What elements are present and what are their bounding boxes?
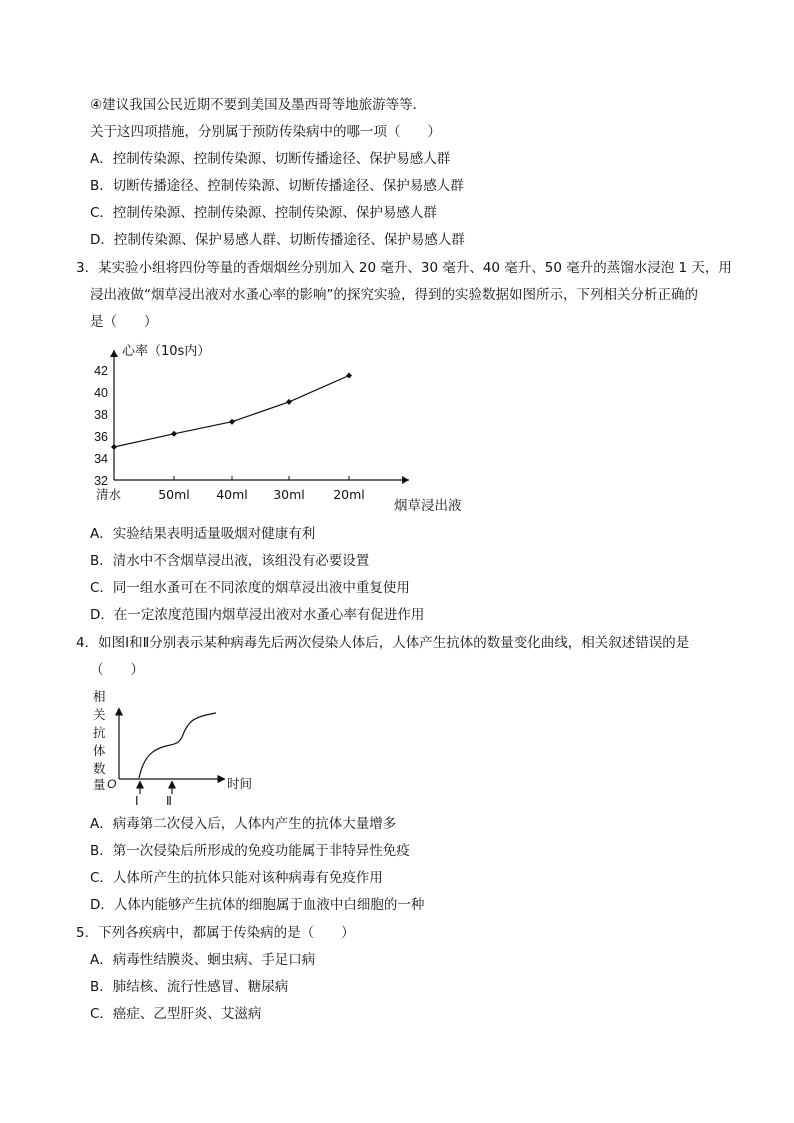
chart-data-point <box>171 431 177 437</box>
antibody-x-axis-label: 时间 <box>227 776 253 791</box>
q2-option-d: D．控制传染源、保护易感人群、切断传播途径、保护易感人群 <box>90 232 465 248</box>
chart-axes <box>110 350 409 484</box>
chart-x-axis-arrow <box>402 476 409 484</box>
marker-2-label: Ⅱ <box>166 794 172 808</box>
q4-option-b: B．第一次侵染后所形成的免疫功能属于非特异性免疫 <box>90 843 410 859</box>
q5-stem: 5．下列各疾病中，都属于传染病的是（ ） <box>76 925 355 941</box>
ylabel-char: 关 <box>93 707 106 722</box>
chart-data-point <box>346 373 352 379</box>
q4-option-d: D．人体内能够产生抗体的细胞属于血液中白细胞的一种 <box>90 897 425 913</box>
ylabel-char: 体 <box>93 743 106 758</box>
q3-stem-line-3: 是（ ） <box>90 314 158 330</box>
chart-y-tick-label: 36 <box>94 430 108 444</box>
chart-x-tick-label: 50ml <box>158 487 190 502</box>
origin-label: O <box>107 777 117 791</box>
chart-y-tick-label: 40 <box>94 386 108 400</box>
q5-option-b: B．肺结核、流行性感冒、糖尿病 <box>90 979 289 995</box>
q2-option-b: B．切断传播途径、控制传染源、切断传播途径、保护易感人群 <box>90 178 464 194</box>
q5-option-c: C．癌症、乙型肝炎、艾滋病 <box>90 1006 262 1022</box>
chart-x-tick-label: 30ml <box>273 487 305 502</box>
q3-stem-line-2: 浸出液做“烟草浸出液对水蚤心率的影响”的探究实验，得到的实验数据如图所示，下列相关分析正确的 <box>90 287 698 303</box>
q2-option-a: A．控制传染源、控制传染源、切断传播途径、保护易感人群 <box>90 151 451 167</box>
antibody-curve-figure <box>84 685 264 810</box>
chart-data-point <box>111 444 117 450</box>
q3-stem-line-1: 3．某实验小组将四份等量的香烟烟丝分别加入 20 毫升、30 毫升、40 毫升、50 毫升的蒸馏水浸泡 1 天，用 <box>76 260 732 276</box>
q4-stem-line-2: （ ） <box>90 662 144 678</box>
marker-1-label: Ⅰ <box>135 794 139 808</box>
chart-x-tick-label: 20ml <box>333 487 365 502</box>
ylabel-char: 相 <box>93 689 106 704</box>
chart-series <box>111 373 352 451</box>
q4-stem-line-1: 4．如图Ⅰ和Ⅱ分别表示某种病毒先后两次侵染人体后，人体产生抗体的数量变化曲线，相关叙述错误的是 <box>76 635 690 651</box>
chart-series-line <box>114 376 349 448</box>
chart-y-tick-label: 38 <box>94 408 108 422</box>
q2-stem: 关于这四项措施，分别属于预防传染病中的哪一项（ ） <box>90 124 441 140</box>
q2-item4: ④建议我国公民近期不要到美国及墨西哥等地旅游等等． <box>90 97 427 113</box>
antibody-curve <box>139 713 216 778</box>
ylabel-char: 量 <box>93 777 106 792</box>
chart-x-axis-label: 烟草浸出液 <box>394 498 462 514</box>
chart-y-tick-label: 34 <box>94 452 108 466</box>
ylabel-char: 抗 <box>93 725 106 740</box>
chart-x-tick-label: 40ml <box>216 487 248 502</box>
q4-option-a: A．病毒第二次侵入后，人体内产生的抗体大量增多 <box>90 816 397 832</box>
q2-option-c: C．控制传染源、控制传染源、控制传染源、保护易感人群 <box>90 205 437 221</box>
q4-option-c: C．人体所产生的抗体只能对该种病毒有免疫作用 <box>90 870 383 886</box>
q3-option-c: C．同一组水蚤可在不同浓度的烟草浸出液中重复使用 <box>90 580 410 596</box>
chart-y-tick-label: 32 <box>94 474 108 488</box>
chart-data-point <box>286 399 292 405</box>
q3-option-d: D．在一定浓度范围内烟草浸出液对水蚤心率有促进作用 <box>90 607 425 623</box>
heart-rate-chart <box>84 338 484 518</box>
antibody-ylabel <box>93 689 106 792</box>
chart-y-ticks <box>94 364 108 488</box>
chart-x-tick-label: 清水 <box>96 487 122 502</box>
chart-y-axis-label: 心率（10s内） <box>122 344 211 359</box>
chart-y-axis-arrow <box>110 350 118 357</box>
q5-option-a: A．病毒性结膜炎、蛔虫病、手足口病 <box>90 952 316 968</box>
q3-option-b: B．清水中不含烟草浸出液，该组没有必要设置 <box>90 553 370 569</box>
chart-y-tick-label: 42 <box>94 364 108 378</box>
q3-option-a: A．实验结果表明适量吸烟对健康有利 <box>90 526 316 542</box>
chart-data-point <box>229 419 235 425</box>
ylabel-char: 数 <box>93 761 106 776</box>
